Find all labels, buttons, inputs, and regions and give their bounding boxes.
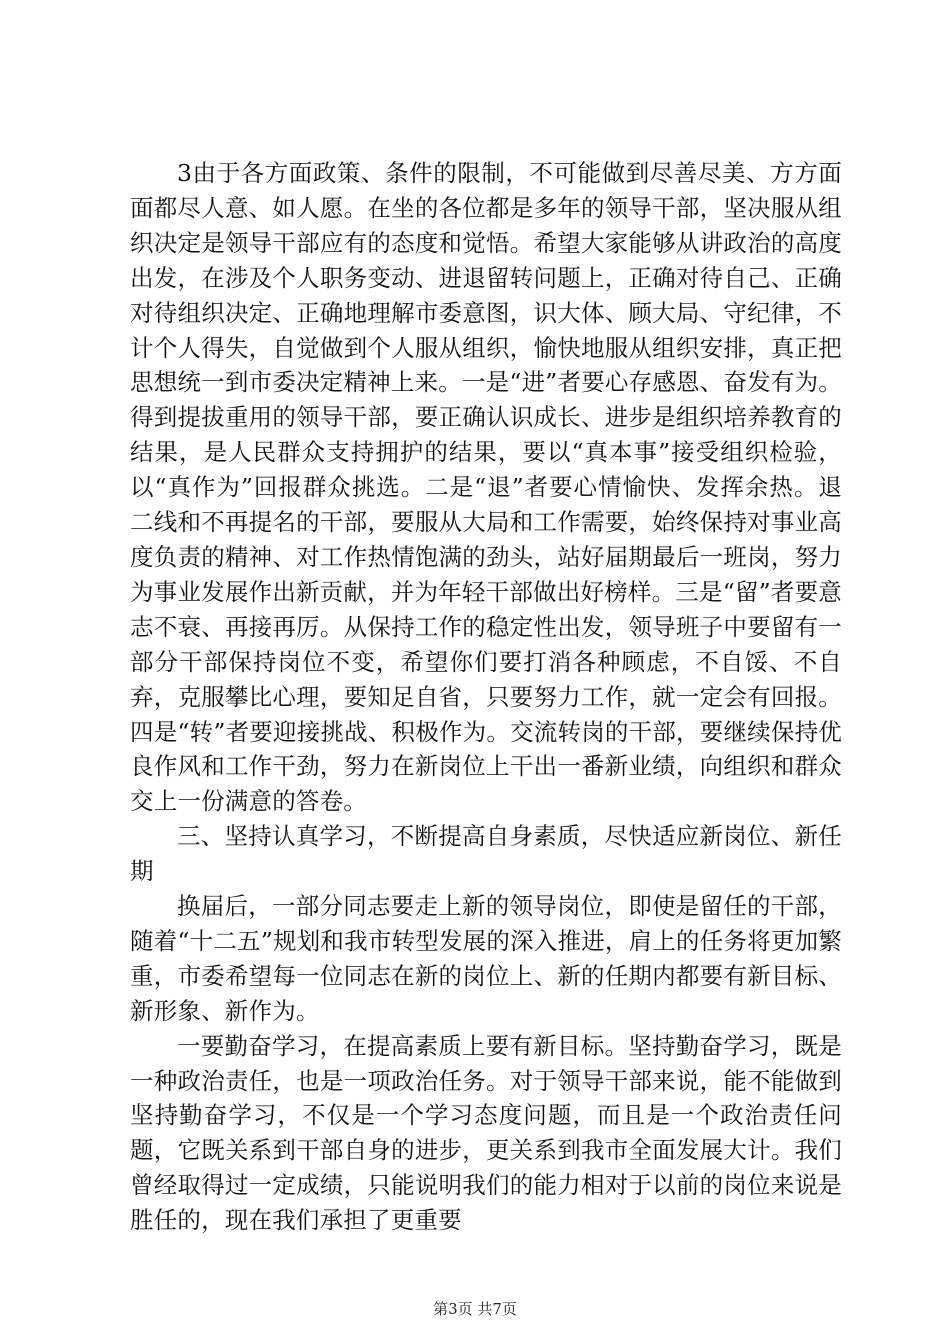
document-body <box>130 156 842 1238</box>
section-heading-three: 三、坚持认真学习，不断提高自身素质，尽快适应新岗位、新任期 <box>130 822 842 886</box>
paragraph-after-election: 换届后，一部分同志要走上新的领导岗位，即使是留任的干部，随着“十二五”规划和我市转型发展的深入推进，肩上的任务将更加繁重，市委希望每一位同志在新的岗位上、新的任期内都要有新目标、新形象、新作为。 <box>130 892 842 1025</box>
paragraph-personnel-changes: 3由于各方面政策、条件的限制，不可能做到尽善尽美、方方面面都尽人意、如人愿。在坐的各位都是多年的领导干部，坚决服从组织决定是领导干部应有的态度和觉悟。希望大家能够从讲政治的高度出发，在涉及个人职务变动、进退留转问题上，正确对待自己、正确对待组织决定、正确地理解市委意图，识大体、顾大局、守纪律，不计个人得失，自觉做到个人服从组织，愉快地服从组织安排，真正把思想统一到市委决定精神上来。一是“进”者要心存感恩、奋发有为。得到提拔重用的领导干部，要正确认识成长、进步是组织培养教育的结果，是人民群众支持拥护的结果，要以“真本事”接受组织检验，以“真作为”回报群众挑选。二是“退”者要心情愉快、发挥余热。退二线和不再提名的干部，要服从大局和工作需要，始终保持对事业高度负责的精神、对工作热情饱满的劲头，站好届期最后一班岗，努力为事业发展作出新贡献，并为年轻干部做出好榜样。三是“留”者要意志不衰、再接再厉。从保持工作的稳定性出发，领导班子中要留有一部分干部保持岗位不变，希望你们要打消各种顾虑，不自馁、不自弃，克服攀比心理，要知足自省，只要努力工作，就一定会有回报。四是“转”者要迎接挑战、积极作为。交流转岗的干部，要继续保持优良作风和工作干劲，努力在新岗位上干出一番新业绩，向组织和群众交上一份满意的答卷。 <box>130 159 842 816</box>
paragraph-diligent-study: 一要勤奋学习，在提高素质上要有新目标。坚持勤奋学习，既是一种政治责任，也是一项政治任务。对于领导干部来说，能不能做到坚持勤奋学习，不仅是一个学习态度问题，而且是一个政治责任问题，它既关系到干部自身的进步，更关系到我市全面发展大计。我们曾经取得过一定成绩，只能说明我们的能力相对于以前的岗位来说是胜任的，现在我们承担了更重要 <box>130 1031 842 1235</box>
page-total: 共7页 <box>477 1300 517 1318</box>
page-footer <box>0 1300 950 1318</box>
page-number: 第3页 <box>433 1300 473 1318</box>
